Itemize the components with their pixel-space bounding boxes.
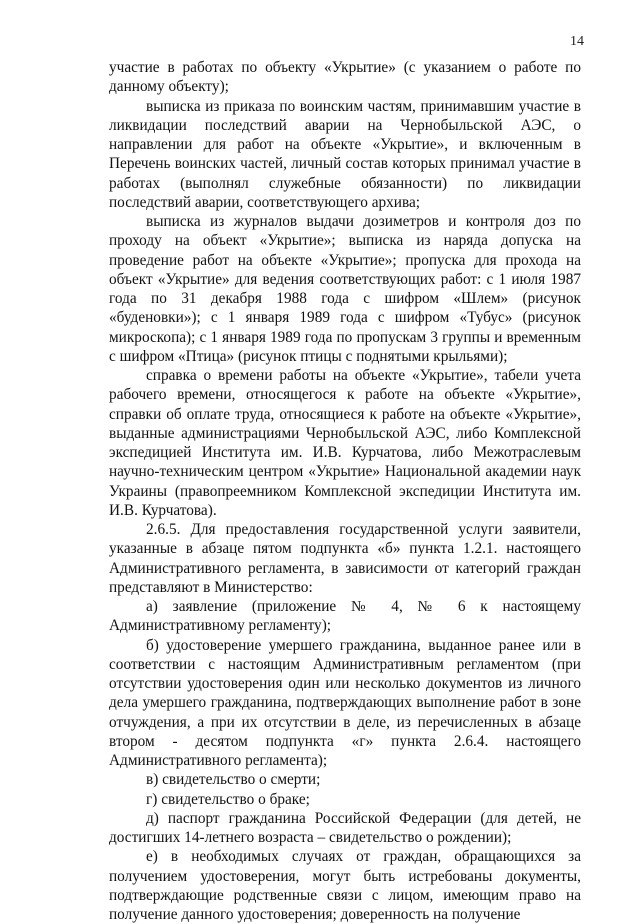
paragraph-military-order-extract: выписка из приказа по воинским частям, принимавшим участие в ликвидации последствий аварии на Чернобыльской АЭС, о направлении для работ на объекте «Укрытие», и включенным в Перечень воинских частей, личный состав которых принимал участие в работах (выполнял служебные обязанности) по ликвидации последствий аварии, соответствующего архива; (109, 97, 581, 211)
document-body (109, 58, 581, 924)
list-item-b: б) удостоверение умершего гражданина, выданное ранее или в соответствии с настоящим Административным регламентом (при отсутствии удостоверения один или несколько документов из личного дела умершего гражданина, подтверждающих выполнение работ в зоне отчуждения, а при их отсутствии в деле, из перечисленных в абзаце втором - десятом подпункта «г» пункта 2.6.4. настоящего Административного регламента); (109, 636, 581, 769)
paragraph-section-2-6-5: 2.6.5. Для предоставления государственной услуги заявители, указанные в абзаце пятом подпункта «б» пункта 1.2.1. настоящего Административного регламента, в зависимости от категорий граждан представляют в Министерство: (109, 521, 581, 596)
paragraph-dosimeter-journal-extract: выписка из журналов выдачи дозиметров и контроля доз по проходу на объект «Укрытие»; выписка из наряда допуска на проведение работ на объекте «Укрытие»; пропуска для прохода на объект «Укрытие» для ведения соответствующих работ: с 1 июля 1987 года по 31 декабря 1988 года с шифром «Шлем» (рисунок «буденовки»); с 1 января 1989 года с шифром «Тубус» (рисунок микроскопа); с 1 января 1989 года по пропускам 3 группы и временным с шифром «Птица» (рисунок птицы с поднятыми крыльями); (109, 213, 581, 365)
page-number: 14 (570, 34, 584, 49)
list-item-a: а) заявление (приложение № 4, № 6 к настоящему Административному регламенту); (109, 598, 581, 635)
paragraph-continuation: участие в работах по объекту «Укрытие» (с указанием о работе по данному объекту); (109, 59, 581, 96)
list-item-g: г) свидетельство о браке; (146, 790, 310, 808)
list-item-v: в) свидетельство о смерти; (146, 771, 321, 789)
list-item-d: д) паспорт гражданина Российской Федерации (для детей, не достигших 14-летнего возраста – свидетельство о рождении); (109, 809, 581, 846)
paragraph-work-time-certificate: справка о времени работы на объекте «Укрытие», табели учета рабочего времени, относящегося к работе на объекте «Укрытие», справки об оплате труда, относящиеся к работе на объекте «Укрытие», выданные администрациями Чернобыльской АЭС, либо Комплексной экспедицией Института им. И.В. Курчатова, либо Межотраслевым научно-техническим центром «Укрытие» Национальной академии наук Украины (правопреемником Комплексной экспедиции Института им. И.В. Курчатова). (109, 367, 581, 519)
list-item-e: е) в необходимых случаях от граждан, обращающихся за получением удостоверения, могут быть истребованы документы, подтверждающие родственные связи с лицом, имеющим право на получение данного удостоверения; доверенность на получение (109, 848, 581, 923)
